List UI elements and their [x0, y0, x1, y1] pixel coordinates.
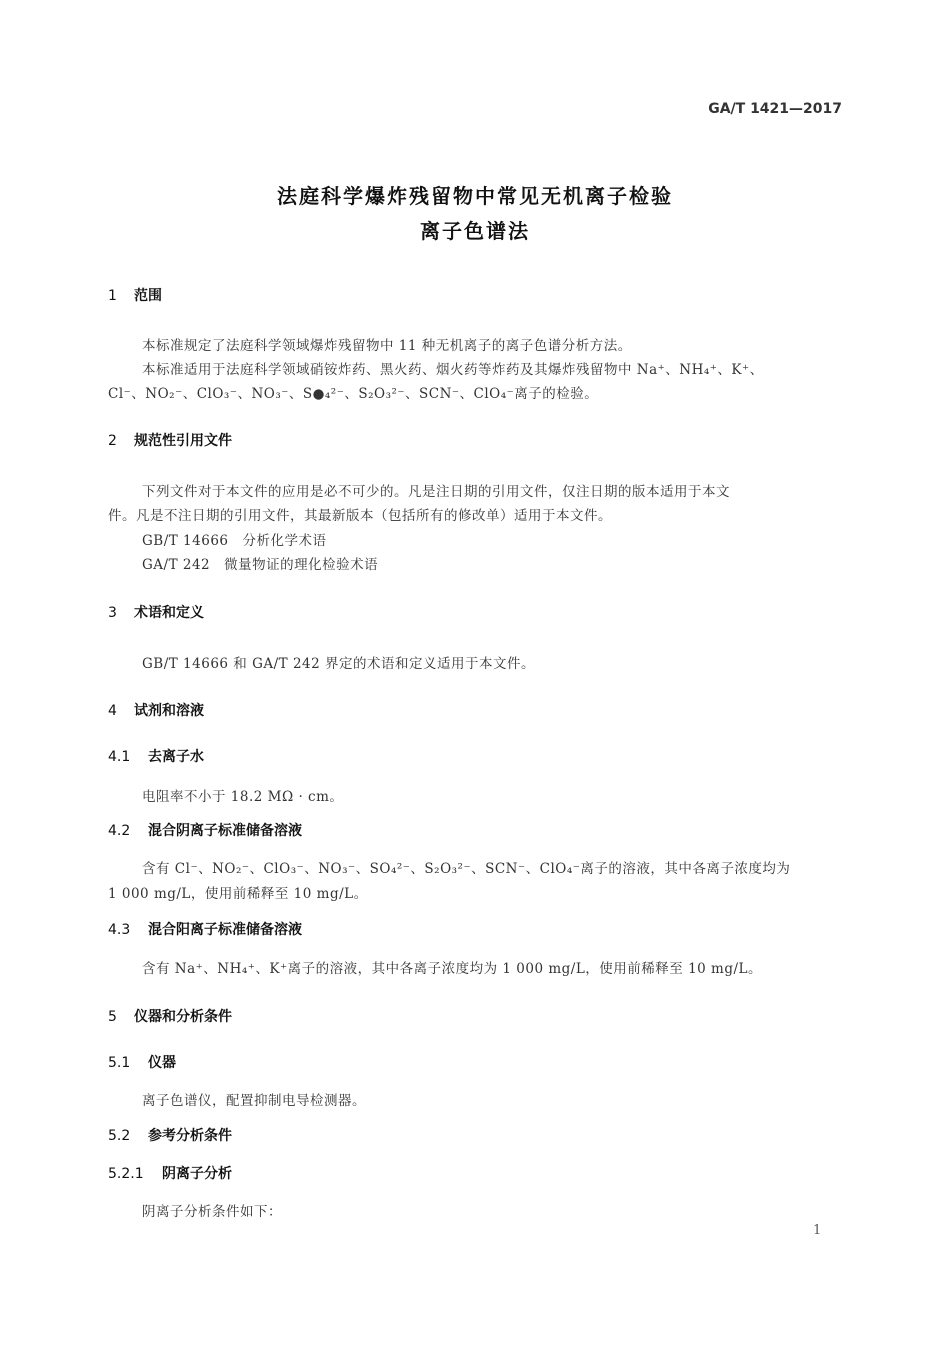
section-5-2-1-paragraph: 阴离子分析条件如下：	[142, 1204, 282, 1220]
section-1-paragraph-2: 本标准适用于法庭科学领域硝铵炸药、黑火药、烟火药等炸药及其爆炸残留物中 Na⁺、NH₄⁺、K⁺、	[142, 362, 764, 378]
section-5-1-heading: 5.1 仪器	[108, 1055, 176, 1071]
section-4-1-paragraph: 电阻率不小于 18.2 MΩ · cm。	[142, 789, 344, 805]
document-title: 法庭科学爆炸残留物中常见无机离子检验	[277, 184, 673, 208]
section-5-2-heading: 5.2 参考分析条件	[108, 1128, 232, 1144]
section-1-paragraph-2-cont: Cl⁻、NO₂⁻、ClO₃⁻、NO₃⁻、S●₄²⁻、S₂O₃²⁻、SCN⁻、ClO₄⁻离子的检验。	[108, 386, 599, 402]
standard-number: GA/T 1421—2017	[708, 101, 842, 117]
section-2-heading: 2 规范性引用文件	[108, 433, 232, 449]
section-3-heading: 3 术语和定义	[108, 605, 204, 621]
section-4-1-heading: 4.1 去离子水	[108, 749, 204, 765]
section-4-heading: 4 试剂和溶液	[108, 703, 204, 719]
section-2-paragraph: 下列文件对于本文件的应用是必不可少的。凡是注日期的引用文件，仅注日期的版本适用于本文	[142, 484, 730, 500]
section-2-paragraph-cont: 件。凡是不注日期的引用文件，其最新版本（包括所有的修改单）适用于本文件。	[108, 508, 612, 524]
reference-item: GA/T 242 微量物证的理化检验术语	[142, 557, 379, 573]
section-5-heading: 5 仪器和分析条件	[108, 1009, 232, 1025]
section-4-2-paragraph-cont: 1 000 mg/L，使用前稀释至 10 mg/L。	[108, 886, 368, 902]
section-1-paragraph-1: 本标准规定了法庭科学领域爆炸残留物中 11 种无机离子的离子色谱分析方法。	[142, 338, 632, 354]
page-number: 1	[813, 1223, 822, 1238]
section-4-2-paragraph: 含有 Cl⁻、NO₂⁻、ClO₃⁻、NO₃⁻、SO₄²⁻、S₂O₃²⁻、SCN⁻、ClO₄⁻离子的溶液，其中各离子浓度均为	[142, 861, 791, 877]
section-5-2-1-heading: 5.2.1 阴离子分析	[108, 1166, 232, 1182]
reference-item: GB/T 14666 分析化学术语	[142, 533, 327, 549]
document-subtitle: 离子色谱法	[420, 219, 530, 243]
section-4-3-paragraph: 含有 Na⁺、NH₄⁺、K⁺离子的溶液，其中各离子浓度均为 1 000 mg/L，使用前稀释至 10 mg/L。	[142, 961, 763, 977]
section-4-2-heading: 4.2 混合阴离子标准储备溶液	[108, 823, 302, 839]
section-3-paragraph: GB/T 14666 和 GA/T 242 界定的术语和定义适用于本文件。	[142, 656, 536, 672]
section-4-3-heading: 4.3 混合阳离子标准储备溶液	[108, 922, 302, 938]
section-1-heading: 1 范围	[108, 288, 162, 304]
section-5-1-paragraph: 离子色谱仪，配置抑制电导检测器。	[142, 1093, 366, 1109]
